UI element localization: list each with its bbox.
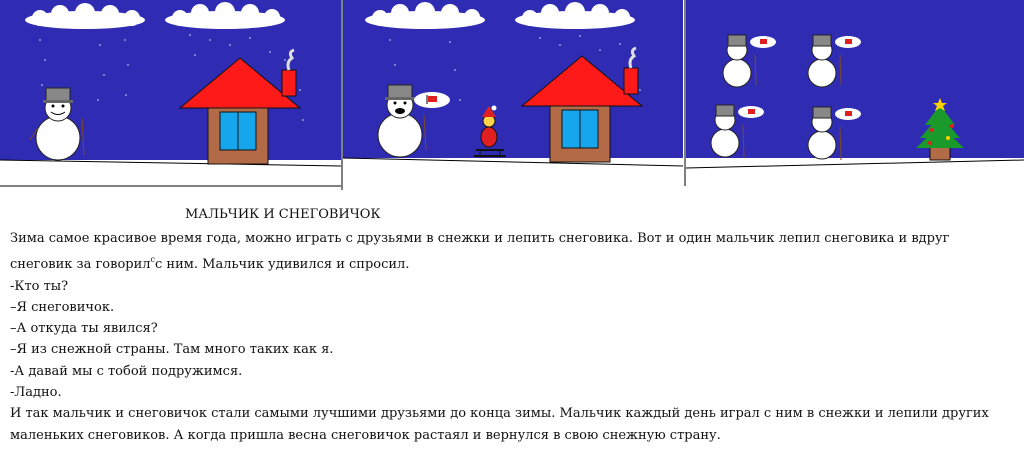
comic-strip (0, 0, 1024, 192)
story-intro: Зима самое красивое время года, можно играть с друзьями в снежки и лепить снеговика. Вот и один мальчик лепил снеговика и вдруг снеговик за говорил (10, 231, 950, 273)
dialogue-line: -Кто ты? (10, 278, 69, 294)
story-ending: И так мальчик и снеговичок стали самыми лучшими друзьями до конца зимы. Мальчик каждый день играл с ним в снежки и лепили других маленьких снеговиков. А когда пришла весна снеговичок растаял и вернулся в свою снежную страну. (10, 406, 989, 443)
dialogue-line: -Ладно. (10, 385, 62, 401)
story-intro-tail: с ним. Мальчик удивился и спросил. (155, 257, 410, 273)
dialogue-line: –Я снеговичок. (10, 299, 115, 315)
panel-2 (342, 0, 683, 190)
story-intro-superscript: с (150, 255, 156, 265)
panel-3 (685, 0, 1024, 186)
story-intro-paragraph (10, 228, 1010, 276)
dialogue-line: –А откуда ты явился? (10, 321, 158, 337)
dialogue-line: -А давай мы с тобой подружимся. (10, 363, 243, 379)
panel-1 (0, 0, 341, 188)
story-title: МАЛЬЧИК И СНЕГОВИЧОК (185, 207, 381, 222)
story-text (10, 228, 1010, 446)
dialogue-line: –Я из снежной страны. Там много таких как я. (10, 342, 334, 358)
